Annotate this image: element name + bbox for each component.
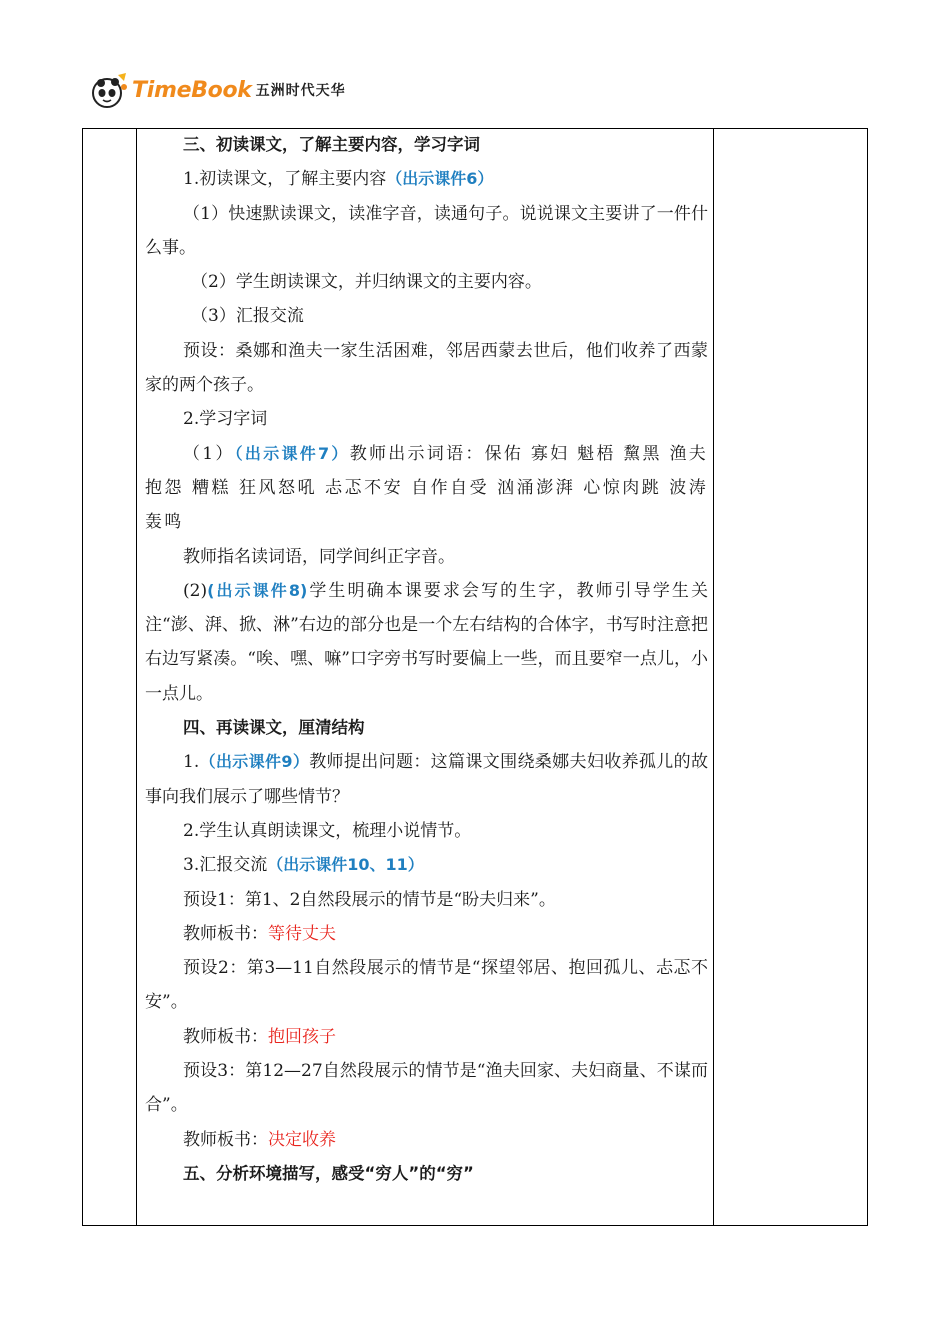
preset-3: 预设3：第12—27自然段展示的情节是“渔夫回家、夫妇商量、不谋而合”。: [145, 1061, 708, 1116]
column-divider-left: [136, 129, 137, 1225]
vocabulary-list: [145, 437, 708, 540]
writing-guidance: [145, 574, 708, 711]
structure-question: [145, 745, 708, 814]
writing-prefix: (2): [183, 580, 208, 601]
board-label: 教师板书：: [183, 923, 268, 944]
step-1-2: （2）学生朗读课文，并归纳课文的主要内容。: [191, 272, 542, 293]
read-aloud-step: 2.学生认真朗读课文，梳理小说情节。: [183, 820, 472, 841]
vocab-words: 教师出示词语：保佑 寡妇 魁梧 黧黑 渔夫 抱怨 糟糕 狂风怒吼 忐忑不安 自作自受 汹涌澎湃 心惊肉跳 波涛轰鸣: [145, 443, 708, 533]
board-note-3: [145, 1123, 708, 1157]
courseware-tag: （出示课件10、11）: [267, 855, 424, 875]
step-1: [145, 162, 708, 196]
courseware-tag: （出示课件7）: [234, 443, 350, 463]
courseware-tag: （出示课件9）: [199, 752, 310, 772]
section-heading-3: 三、初读课文，了解主要内容，学习字词: [183, 135, 480, 154]
question-text: 教师提出问题：这篇课文围绕桑娜夫妇收养孤儿的故事向我们展示了哪些情节？: [145, 752, 708, 807]
question-prefix: 1.: [183, 752, 200, 773]
courseware-tag: （出示课件6）: [386, 169, 494, 189]
step-1-3: （3）汇报交流: [191, 306, 304, 327]
board-text: 决定收养: [268, 1129, 336, 1150]
vocab-prefix: （1）: [183, 443, 235, 464]
brand-chinese-name: 五洲时代天华: [255, 83, 346, 99]
section-heading-5: 五、分析环境描写，感受“穷人”的“穷”: [183, 1163, 474, 1183]
board-note-2: [145, 1020, 708, 1054]
board-text: 等待丈夫: [268, 923, 336, 944]
brand-name: TimeBook: [132, 77, 252, 103]
preset-summary: 预设：桑娜和渔夫一家生活困难，邻居西蒙去世后，他们收养了西蒙家的两个孩子。: [145, 340, 708, 396]
report-text: 3.汇报交流: [183, 855, 268, 876]
preset-2: 预设2：第3—11自然段展示的情节是“探望邻居、抱回孤儿、忐忑不安”。: [145, 958, 708, 1013]
board-label: 教师板书：: [183, 1129, 268, 1150]
step-2: 2.学习字词: [183, 409, 268, 430]
column-divider-right: [713, 129, 714, 1225]
report-step: [145, 848, 708, 882]
step-1-text: 1.初读课文，了解主要内容: [183, 169, 387, 190]
board-label: 教师板书：: [183, 1026, 268, 1047]
board-text: 抱回孩子: [268, 1026, 336, 1047]
courseware-tag: (出示课件8): [207, 580, 308, 600]
preset-1: 预设1：第1、2自然段展示的情节是“盼夫归来”。: [183, 889, 556, 910]
writing-text: 学生明确本课要求会写的生字，教师引导学生关注“澎、湃、掀、淋”右边的部分也是一个左右结构的合体字，书写时注意把右边写紧凑。“唉、嘿、嘛”口字旁书写时要偏上一些，而且要窄一点儿，小一点儿。: [145, 580, 708, 704]
lesson-content: [145, 128, 708, 1191]
section-heading-4: 四、再读课文，厘清结构: [183, 718, 365, 738]
panda-mascot-icon: [90, 71, 130, 109]
step-1-1: （1）快速默读课文，读准字音，读通句子。说说课文主要讲了一件什么事。: [145, 203, 708, 258]
read-words-note: 教师指名读词语，同学间纠正字音。: [183, 546, 455, 567]
board-note-1: [145, 917, 708, 951]
publisher-logo: [90, 70, 346, 110]
